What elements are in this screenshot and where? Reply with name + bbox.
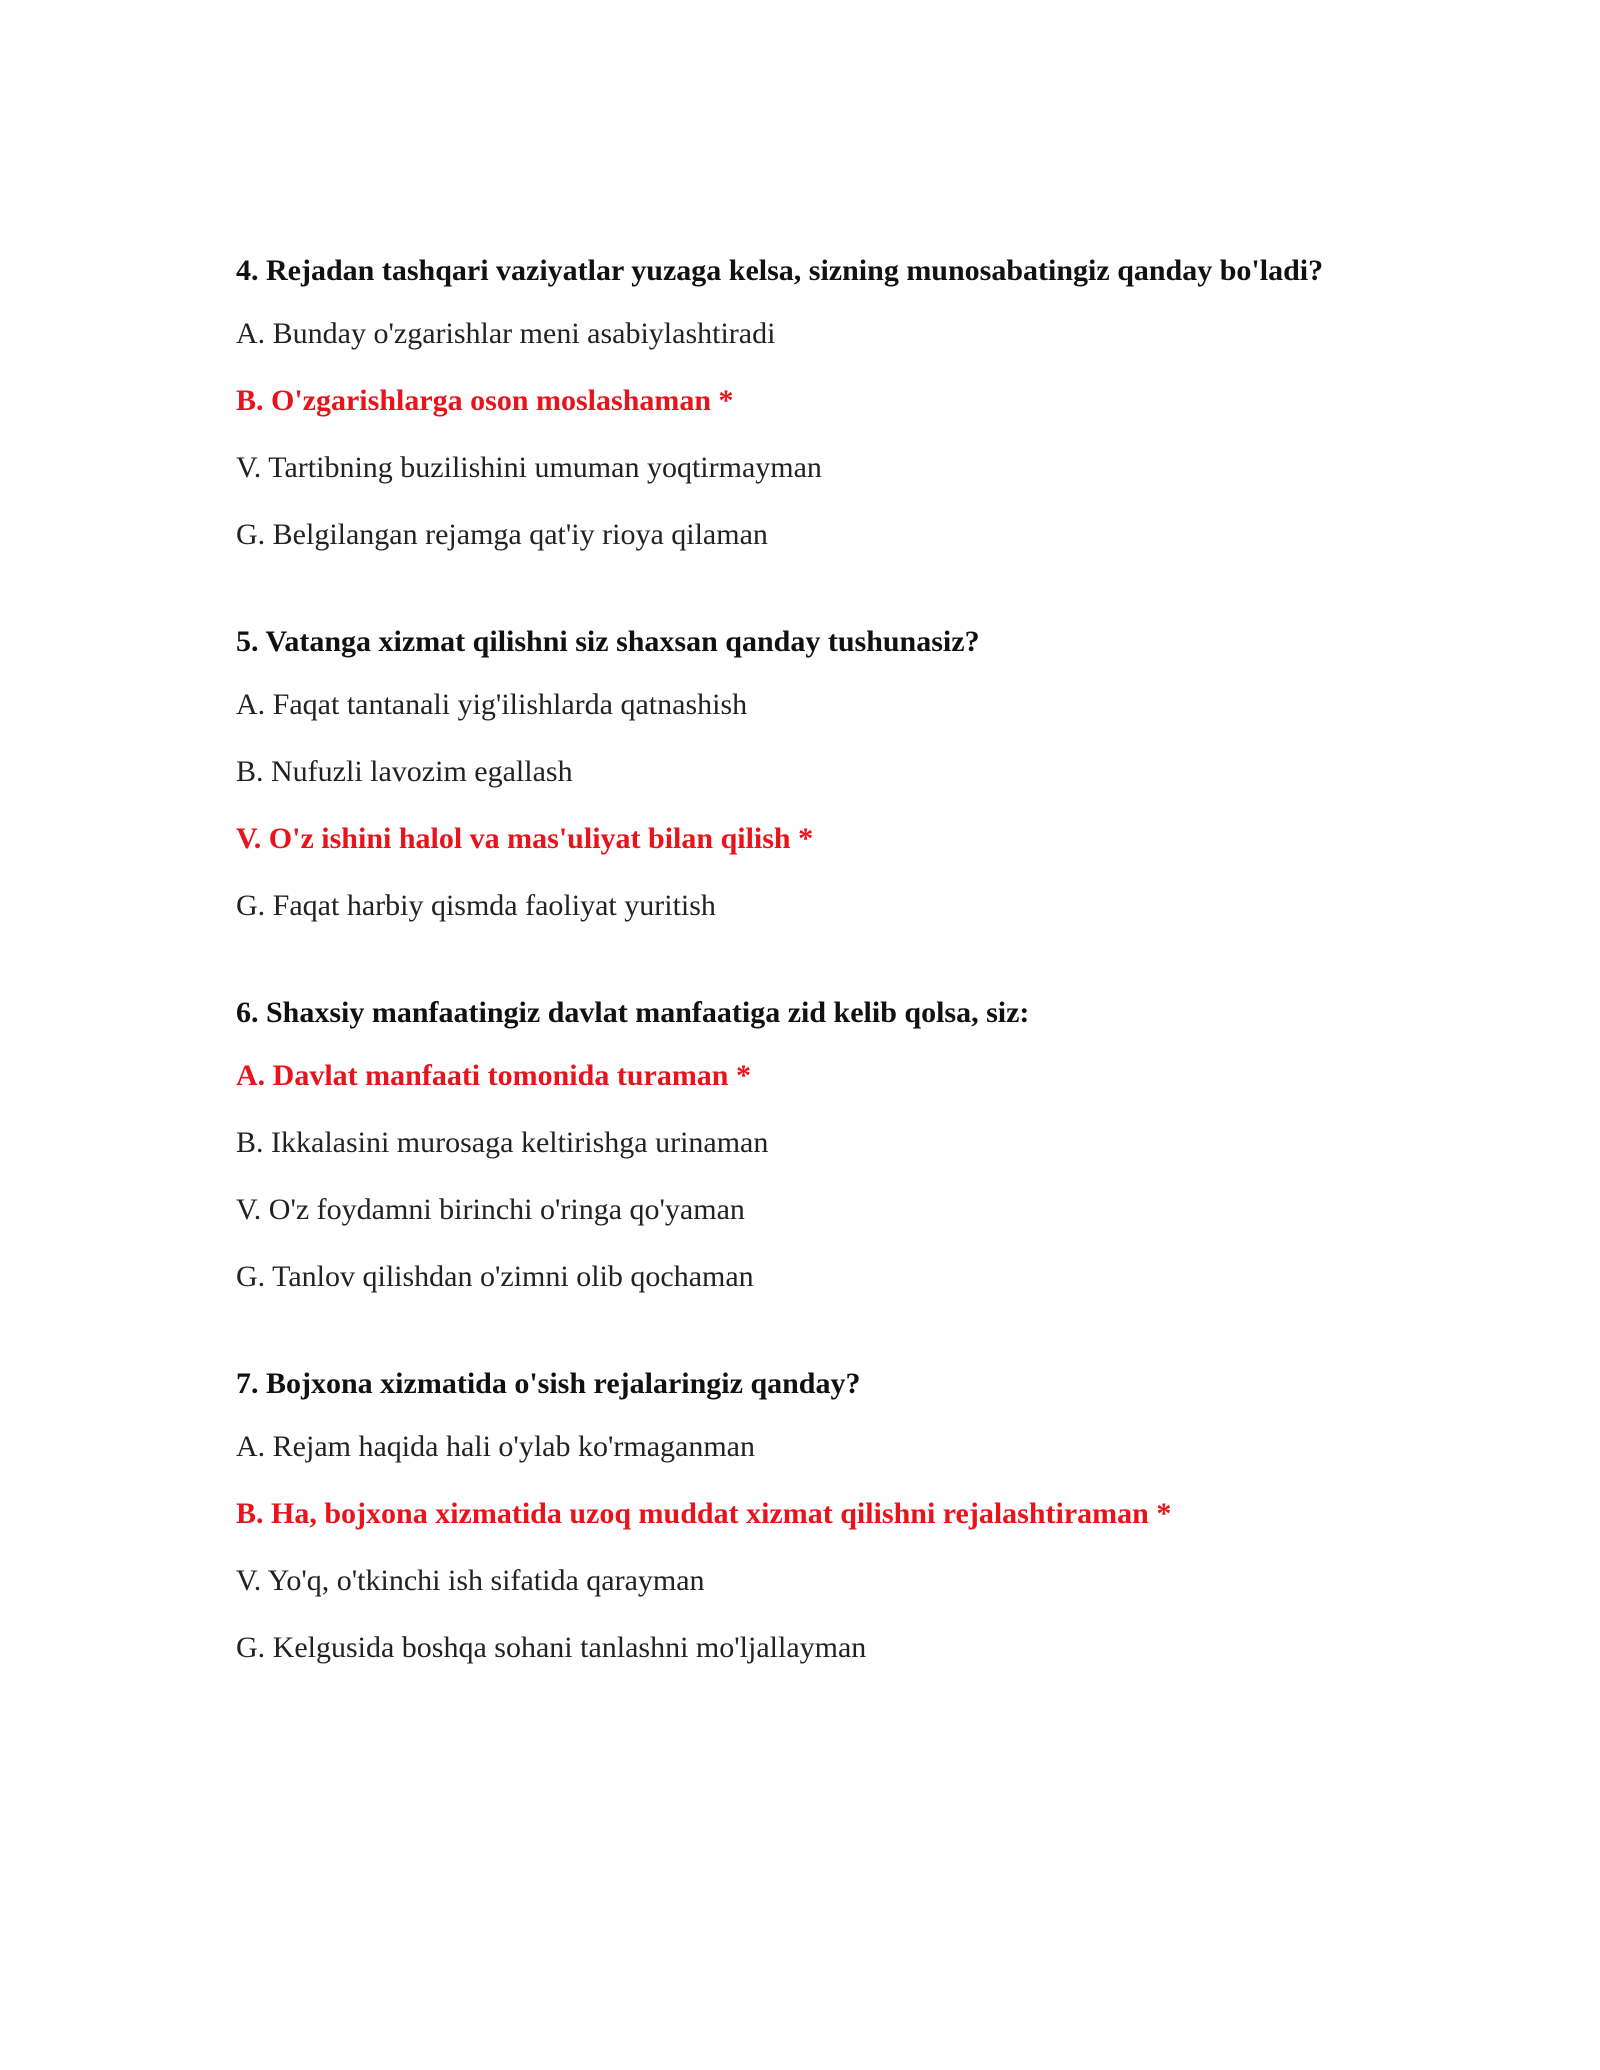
- question-text: 4. Rejadan tashqari vaziyatlar yuzaga kelsa, sizning munosabatingiz qanday bo'ladi?: [236, 254, 1324, 287]
- answer-option-v: V. Tartibning buzilishini umuman yoqtirmayman: [236, 451, 822, 484]
- question-block-6: [236, 992, 1356, 1297]
- answer-option-g: G. Belgilangan rejamga qat'iy rioya qilaman: [236, 518, 768, 551]
- question-block-7: [236, 1363, 1356, 1668]
- answer-option-a: A. Rejam haqida hali o'ylab ko'rmaganman: [236, 1430, 755, 1463]
- answer-option-v: V. Yo'q, o'tkinchi ish sifatida qarayman: [236, 1564, 705, 1597]
- correct-answer-option-b: B. O'zgarishlarga oson moslashaman *: [236, 384, 734, 417]
- answer-option-g: G. Kelgusida boshqa sohani tanlashni mo'ljallayman: [236, 1631, 867, 1664]
- answer-option-g: G. Tanlov qilishdan o'zimni olib qochaman: [236, 1260, 754, 1293]
- question-list: [236, 250, 1356, 1734]
- answer-option-g: G. Faqat harbiy qismda faoliyat yuritish: [236, 889, 716, 922]
- question-text: 5. Vatanga xizmat qilishni siz shaxsan qanday tushunasiz?: [236, 625, 980, 658]
- answer-option-a: A. Faqat tantanali yig'ilishlarda qatnashish: [236, 688, 748, 721]
- answer-option-b: B. Nufuzli lavozim egallash: [236, 755, 573, 788]
- question-text: 7. Bojxona xizmatida o'sish rejalaringiz qanday?: [236, 1367, 861, 1400]
- correct-answer-option-v: V. O'z ishini halol va mas'uliyat bilan qilish *: [236, 822, 814, 855]
- correct-answer-option-a: A. Davlat manfaati tomonida turaman *: [236, 1059, 751, 1092]
- answer-option-v: V. O'z foydamni birinchi o'ringa qo'yaman: [236, 1193, 745, 1226]
- answer-option-b: B. Ikkalasini murosaga keltirishga urinaman: [236, 1126, 769, 1159]
- question-text: 6. Shaxsiy manfaatingiz davlat manfaatiga zid kelib qolsa, siz:: [236, 996, 1030, 1029]
- correct-answer-option-b: B. Ha, bojxona xizmatida uzoq muddat xizmat qilishni rejalashtiraman *: [236, 1497, 1172, 1530]
- answer-option-a: A. Bunday o'zgarishlar meni asabiylashtiradi: [236, 317, 776, 350]
- question-block-5: [236, 621, 1356, 926]
- question-block-4: [236, 250, 1356, 555]
